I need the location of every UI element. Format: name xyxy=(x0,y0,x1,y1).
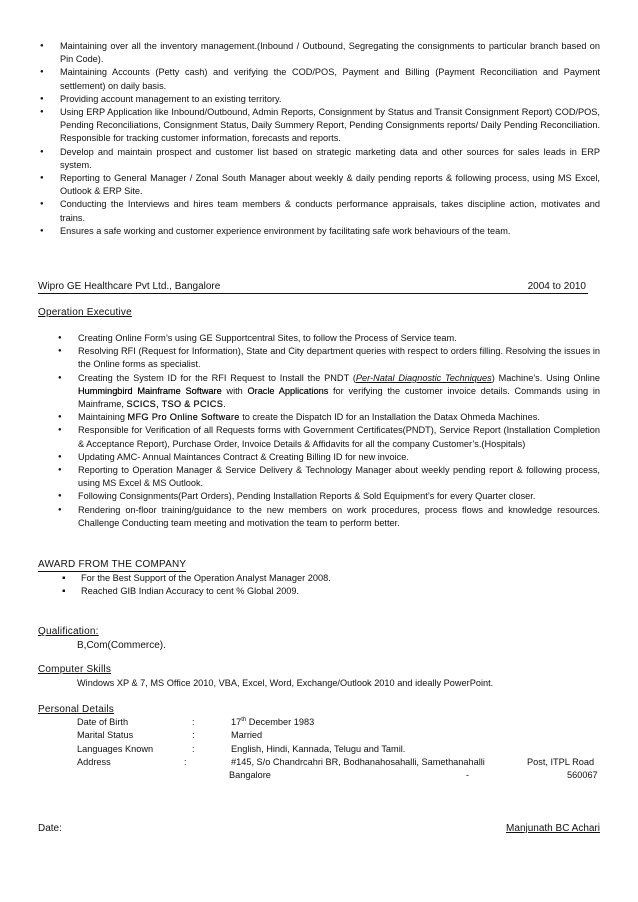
text-run: ) Machine’s. Using Online xyxy=(491,372,600,383)
address-line-1-end: Post, ITPL Road xyxy=(527,757,595,767)
colon: : xyxy=(192,717,195,727)
list-item: ● Updating AMC- Annual Maintances Contract & Creating Billing ID for new invoice. xyxy=(58,451,600,464)
qualification-title: Qualification: xyxy=(38,626,99,637)
role-title: Operation Executive xyxy=(38,307,132,318)
colon: : xyxy=(192,730,195,740)
employer-name: Wipro GE Healthcare Pvt Ltd., Bangalore xyxy=(38,281,221,292)
employment-period: 2004 to 2010 xyxy=(527,281,586,292)
languages-value: English, Hindi, Kannada, Telugu and Tamil. xyxy=(231,744,406,754)
list-item: ● Resolving RFI (Request for Information), State and City department queries with respect to orders filling. Resolving the issues in the Online forms as specialist. xyxy=(58,345,600,371)
dob-day: 17 xyxy=(231,717,242,727)
list-item: ● Ensures a safe working and customer experience environment by facilitating safe work behaviours of the team. xyxy=(40,225,600,238)
address-line-1: #145, S/o Chandrcahri BR, Bodhanahosahalli, Samethanahalli xyxy=(231,757,485,767)
employer-heading xyxy=(38,280,588,294)
languages-label: Languages Known xyxy=(77,744,154,754)
dob-suffix: th xyxy=(241,716,247,723)
address-city: Bangalore xyxy=(229,770,271,780)
date-label: Date: xyxy=(38,823,62,834)
responsibilities-list xyxy=(40,40,600,238)
computer-skills-value: Windows XP & 7, MS Office 2010, VBA, Excel, Word, Exchange/Outlook 2010 and ideally PowerPoint. xyxy=(77,678,494,688)
award-list xyxy=(62,572,582,598)
personal-details-title: Personal Details xyxy=(38,704,115,715)
text-run: Creating the System ID for the RFI Request to Install the PNDT ( xyxy=(78,372,356,383)
list-item: ▪ For the Best Support of the Operation Analyst Manager 2008. xyxy=(62,572,582,585)
list-item: ▪ Reached GIB Indian Accuracy to cent % Global 2009. xyxy=(62,585,582,598)
list-item: ● Responsible for Verification of all Requests forms with Government Certificates(PNDT), Service Report (Installation Completion & Acceptance Report), Purchase Order, Invoice Details & Affidavits for all the company Customer’s.(Hospitals) xyxy=(58,424,600,450)
role-duties-list xyxy=(58,332,600,530)
software-name: MFG Pro Online Software xyxy=(127,412,240,423)
list-item: ● Conducting the Interviews and hires team members & conducts performance appraisals, takes discipline action, motivates and trains. xyxy=(40,198,600,224)
list-item xyxy=(58,411,600,424)
signature-name: Manjunath BC Achari xyxy=(506,823,600,834)
address-dash: - xyxy=(466,770,470,780)
list-item: ● Using ERP Application like Inbound/Outbound, Admin Reports, Consignment by Status and Transit Consignment Report) COD/POS, Pending Reconciliations, Consignment Status, Daily Summery Report, Pending Consignments reports/ Daily Pending Reconciliation. Responsible for tracking customer information, forecasts and reports. xyxy=(40,106,600,146)
list-item: ● Reporting to Operation Manager & Service Delivery & Technology Manager about weekly pending report & following process, using MS Excel & MS Outlook. xyxy=(58,464,600,490)
list-item xyxy=(58,372,600,412)
text-run: with xyxy=(221,385,248,396)
text-run: . xyxy=(223,399,226,410)
colon: : xyxy=(192,744,195,754)
text-run: to create the Dispatch ID for an Installation the Datax Ohmeda Machines. xyxy=(239,412,540,423)
dob-value xyxy=(231,716,314,729)
command-names: SCICS, TSO & PCICS xyxy=(126,399,224,410)
colon: : xyxy=(184,757,187,767)
software-name: Hummingbird Mainframe Software xyxy=(78,385,222,396)
list-item: ● Rendering on-floor training/guidance to the new members on work procedures, process flows and knowledge resources. Challenge Conducting team meeting and motivation the team to perform better. xyxy=(58,504,600,530)
pndt-term: Per-Natal Diagnostic Techniques xyxy=(355,372,492,383)
list-item: ● Following Consignments(Part Orders), Pending Installation Reports & Sold Equipment’s for every Quarter closer. xyxy=(58,490,600,503)
marital-label: Marital Status xyxy=(77,730,134,740)
text-run: for verifying the customer invoice details. Commands using in Mainframe, xyxy=(78,385,600,410)
address-label: Address xyxy=(77,757,111,767)
list-item: ● Maintaining over all the inventory management.(Inbound / Outbound, Segregating the consignments to particular branch based on Pin Code). xyxy=(40,40,600,66)
list-item: ● Providing account management to an existing territory. xyxy=(40,93,600,106)
qualification-value: B,Com(Commerce). xyxy=(77,640,166,651)
list-item: ● Develop and maintain prospect and customer list based on strategic marketing data and other sources for sales leads in ERP system. xyxy=(40,146,600,172)
dob-label: Date of Birth xyxy=(77,717,129,727)
personal-details xyxy=(0,716,638,786)
software-name: Oracle Applications xyxy=(247,385,329,396)
list-item: ● Maintaining Accounts (Petty cash) and verifying the COD/POS, Payment and Billing (Payment Reconciliation and Payment settlement) on daily basis. xyxy=(40,66,600,92)
list-item: ● Reporting to General Manager / Zonal South Manager about weekly & daily pending reports & following process, using MS Excel, Outlook & ERP Site. xyxy=(40,172,600,198)
text-run: Maintaining xyxy=(78,412,128,423)
computer-skills-title: Computer Skills xyxy=(38,664,112,675)
award-title: AWARD FROM THE COMPANY xyxy=(38,559,187,570)
marital-value: Married xyxy=(231,730,263,740)
address-pincode: 560067 xyxy=(567,770,598,780)
list-item: ● Creating Online Form’s using GE Supportcentral Sites, to follow the Process of Service team. xyxy=(58,332,600,345)
dob-month-year: December 1983 xyxy=(246,717,315,727)
